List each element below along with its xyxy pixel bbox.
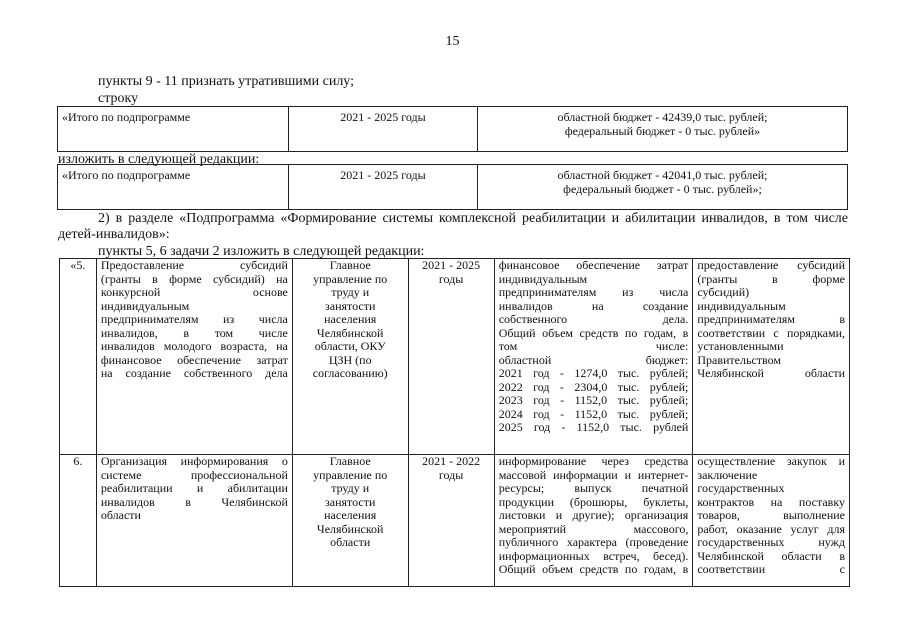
table-row [60,455,850,587]
measure-description-line: инвалидов молодого возраста, на [100,339,288,353]
measure-description-line: инвалидов, в том числе [100,325,288,340]
executor-line: Челябинской [316,325,384,340]
executor-line: населения [324,508,377,522]
funding-description-line: листовки и другие); организация [498,508,689,522]
measure-description-line: конкурсной основе [100,285,288,299]
funding-description-line: 2023 год - 1152,0 тыс. рублей; [498,393,689,407]
measure-description-line: реабилитации и абилитации [100,481,288,495]
old-total-row-table [57,106,848,152]
executor-line: области [330,535,371,549]
measure-description-line: области [100,508,141,522]
funding-description-line: 2021 год - 1274,0 тыс. рублей; [498,366,689,380]
funding-description-line: собственного дела. [498,312,689,326]
implementation-mechanism-line: (гранты в форме [697,271,845,286]
implementation-mechanism-line: осуществление закупок и [697,454,845,468]
new-row-budget [478,165,848,210]
implementation-mechanism-line: контрактов на поставку [697,494,845,509]
funding-description-line: предпринимателям из числа [498,285,689,299]
executor-line: занятости [325,494,376,509]
executor [292,259,408,455]
funding-description-line: том числе: [498,339,689,353]
old-row-budget-line1: областной бюджет - 42439,0 тыс. рублей; [557,110,768,124]
funding-description-line: финансовое обеспечение затрат [498,258,689,272]
measure-description-line: Организация информирования о [100,454,288,468]
executor-line: Главное [329,258,371,272]
new-row-budget-line2: федеральный бюджет - 0 тыс. рублей»; [563,181,762,196]
executor-line: управление по [313,271,388,286]
subprogram-measures-table [59,258,850,587]
implementation-mechanism [693,259,850,455]
executor-line: труду и [331,481,370,495]
measure-description-line: на создание собственного дела [100,366,288,380]
funding-description-line: массовой информации и интернет- [498,467,689,482]
implementation-mechanism-line: предоставление субсидий [697,258,845,272]
measure-description-line: (гранты в форме субсидий) на [100,271,288,286]
implementation-mechanism-line: предпринимателям в [697,312,845,326]
funding-description-line: 2025 год - 1152,0 тыс. рублей [498,420,689,434]
implementation-mechanism-line: Челябинской области в [697,548,845,563]
executor-line: Главное [329,454,371,468]
intro-line-1: пункты 9 - 11 признать утратившими силу; [98,74,355,89]
implementation-mechanism-line: Правительством [697,352,781,367]
implementation-mechanism-line: заключение [697,467,758,482]
funding-description-line: областной бюджет: [498,352,689,367]
new-row-name: «Итого по подпрограмме [58,165,289,210]
implementation-mechanism-line: государственных [697,481,785,495]
implementation-mechanism-line: индивидуальным [697,298,786,313]
old-row-name: «Итого по подпрограмме [58,107,289,152]
period: 2021 - 2025 годы [408,259,494,455]
replace-label: изложить в следующей редакции: [58,152,260,167]
row-number: 6. [60,455,97,587]
funding-description-line: мероприятий массового, [498,521,689,536]
implementation-mechanism-line: Челябинской области [697,366,845,380]
funding-description-line: публичного характера (проведение [498,535,689,549]
measure-description-line: предпринимателям из числа [100,312,288,326]
funding-description [494,455,693,587]
section-paragraph: 2) в разделе «Подпрограмма «Формирование системы комплексной реабилитации и абилитации инвалидов, в том числе детей-инвалидов»: [58,211,848,242]
old-row-period: 2021 - 2025 годы [289,107,478,152]
funding-description-line: инвалидов на создание [498,298,689,313]
measure-description-line: Предоставление субсидий [100,258,288,272]
executor-line: Челябинской [316,521,384,536]
executor-line: области, ОКУ [314,339,386,353]
new-total-row-table [57,164,848,210]
old-row-budget [478,107,848,152]
implementation-mechanism-line: работ, оказание услуг для [697,521,845,536]
new-row-budget-line1: областной бюджет - 42041,0 тыс. рублей; [557,168,768,182]
new-row-period: 2021 - 2025 годы [289,165,478,210]
page-number: 15 [445,34,460,49]
executor-line: ЦЗН (по [328,352,372,367]
executor-line: занятости [325,298,376,313]
funding-description-line: ресурсы; выпуск печатной [498,481,689,495]
funding-description-line: Общий объем средств по годам, в [498,325,689,340]
implementation-mechanism-line: товаров, выполнение [697,508,845,522]
executor-line: населения [324,312,377,326]
period: 2021 - 2022 годы [408,455,494,587]
implementation-mechanism-line: государственных нужд [697,535,845,549]
executor [292,455,408,587]
row-number: «5. [60,259,97,455]
funding-description-line: индивидуальным [498,271,588,286]
old-row-budget-line2: федеральный бюджет - 0 тыс. рублей» [564,123,761,138]
points-line: пункты 5, 6 задачи 2 изложить в следующей редакции: [98,244,425,259]
funding-description-line: информационных встреч, бесед). [498,548,689,563]
implementation-mechanism-line: соответствии с порядками, [697,325,845,340]
implementation-mechanism-line: установленными [697,339,784,353]
measure-description-line: финансовое обеспечение затрат [100,352,288,367]
executor-line: управление по [313,467,388,482]
measure-description-line: системе профессиональной [100,467,288,482]
table-row [60,259,850,455]
measure-description-line: индивидуальным [100,298,190,313]
funding-description-line: Общий объем средств по годам, в [498,562,689,576]
measure-description [96,455,292,587]
implementation-mechanism-line: соответствии с [697,562,845,576]
funding-description [494,259,693,455]
executor-line: труду и [331,285,370,299]
funding-description-line: информирование через средства [498,454,689,468]
implementation-mechanism [693,455,850,587]
funding-description-line: продукции (брошюры, буклеты, [498,494,689,509]
measure-description-line: инвалидов в Челябинской [100,494,288,509]
implementation-mechanism-line: субсидий) [697,285,750,299]
intro-line-2: строку [98,91,139,106]
funding-description-line: 2022 год - 2304,0 тыс. рублей; [498,379,689,394]
executor-line: согласованию) [312,366,388,380]
funding-description-line: 2024 год - 1152,0 тыс. рублей; [498,406,689,421]
measure-description [96,259,292,455]
